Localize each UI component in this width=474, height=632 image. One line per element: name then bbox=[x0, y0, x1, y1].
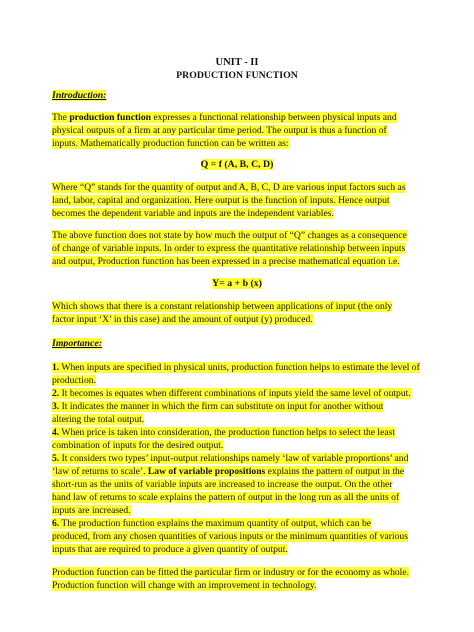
list-item: inputs that are required to produce a given quantity of output. bbox=[52, 544, 288, 555]
list-item: produced, from any chosen quantities of various inputs or the minimum quantities of various bbox=[52, 531, 408, 542]
list-item: altering the total output. bbox=[52, 414, 145, 425]
list-item: combination of inputs for the desired output. bbox=[52, 440, 224, 451]
page-title: PRODUCTION FUNCTION bbox=[176, 70, 298, 81]
list-item: production. bbox=[52, 375, 96, 386]
paragraph-line: inputs. Mathematically production function can be written as: bbox=[52, 138, 289, 149]
unit-title: UNIT - II bbox=[215, 57, 259, 68]
paragraph-line: Production function can be fitted the particular firm or industry or for the economy as whole. bbox=[52, 567, 409, 578]
paragraph-line: of change of variable inputs. In order to express the quantitative relationship between inputs bbox=[52, 243, 406, 254]
list-item: short-run as the units of variable inputs are increased to increase the output. On the other bbox=[52, 479, 393, 490]
paragraph-line: The above function does not state by how much the output of “Q” changes as a consequence bbox=[52, 230, 407, 241]
paragraph-line: becomes the dependent variable and inputs are the independent variables. bbox=[52, 208, 334, 219]
introduction-heading: Introduction: bbox=[52, 90, 107, 101]
formula-y: Y= a + b (x) bbox=[212, 278, 262, 289]
importance-heading: Importance: bbox=[52, 338, 103, 349]
list-item: 5. It considers two types’ input-output relationships namely ‘law of variable proportions’ and bbox=[52, 453, 409, 464]
list-item: 6. The production function explains the maximum quantity of output, which can be bbox=[52, 518, 372, 529]
paragraph-line: The production function expresses a functional relationship between physical inputs and bbox=[52, 112, 397, 123]
paragraph-line: land, labor, capital and organization. Here output is the function of inputs. Hence output bbox=[52, 195, 390, 206]
paragraph-line: Production function will change with an improvement in technology. bbox=[52, 580, 317, 591]
paragraph-line: Where “Q” stands for the quantity of output and A, B, C, D are various input factors such as bbox=[52, 182, 406, 193]
list-item: 1. When inputs are specified in physical units, production function helps to estimate the level of bbox=[52, 362, 420, 373]
list-item: ‘law of returns to scale’. Law of variable propositions explains the pattern of output in the bbox=[52, 466, 405, 477]
formula-q: Q = f (A, B, C, D) bbox=[200, 159, 274, 170]
paragraph-line: and output, Production function has been expressed in a precise mathematical equation i.e. bbox=[52, 256, 400, 267]
list-item: 2. It becomes is equates when different combinations of inputs yield the same level of output. bbox=[52, 388, 411, 399]
paragraph-line: physical outputs of a firm at any particular time period. The output is thus a function of bbox=[52, 125, 387, 136]
paragraph-line: factor input ‘X’ in this case) and the amount of output (y) produced. bbox=[52, 314, 313, 325]
paragraph-line: Which shows that there is a constant relationship between applications of input (the only bbox=[52, 301, 393, 312]
list-item: inputs are increased. bbox=[52, 505, 131, 516]
list-item: 4. When price is taken into consideration, the production function helps to select the least bbox=[52, 427, 395, 438]
list-item: hand law of returns to scale explains the pattern of output in the long run as all the units of bbox=[52, 492, 400, 503]
list-item: 3. It indicates the manner in which the firm can substitute on input for another without bbox=[52, 401, 384, 412]
